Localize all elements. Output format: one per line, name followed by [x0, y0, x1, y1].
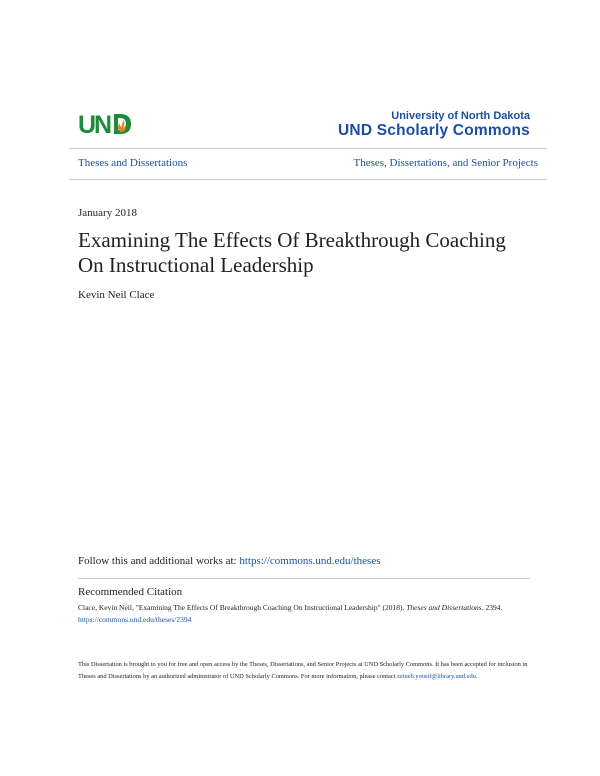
author-name[interactable]: Kevin Neil Clace: [78, 289, 155, 301]
recommended-citation-heading: Recommended Citation: [78, 586, 183, 598]
document-title: [78, 228, 548, 278]
citation-body: Clace, Kevin Neil, "Examining The Effects Of Breakthrough Coaching On Instructional Leadership" (2018).: [78, 603, 407, 612]
nav-link-senior-projects[interactable]: Theses, Dissertations, and Senior Projects: [353, 157, 538, 169]
citation-series: Theses and Dissertations: [406, 603, 482, 612]
citation-rule: [78, 578, 530, 579]
citation-suffix: . 2394.: [481, 603, 503, 612]
title-line-2: On Instructional Leadership: [78, 253, 314, 277]
contact-email-link[interactable]: zeineb.yousif@library.und.edu: [397, 673, 476, 681]
nav-link-theses-dissertations[interactable]: Theses and Dissertations: [78, 157, 188, 169]
header-rule-top: [69, 148, 547, 149]
und-logo: [78, 111, 132, 137]
follow-prefix: Follow this and additional works at:: [78, 555, 240, 567]
university-name[interactable]: University of North Dakota: [391, 110, 530, 122]
notice-end: .: [475, 673, 478, 681]
access-notice: [78, 659, 528, 683]
title-line-1: Examining The Effects Of Breakthrough Coaching: [78, 228, 506, 252]
citation-link[interactable]: https://commons.und.edu/theses/2394: [78, 615, 192, 624]
publication-date: January 2018: [78, 207, 137, 219]
citation-text: [78, 602, 528, 626]
repository-name[interactable]: UND Scholarly Commons: [338, 122, 530, 139]
header-rule-bottom: [69, 179, 547, 180]
svg-text:UN: UN: [78, 111, 111, 137]
follow-link[interactable]: https://commons.und.edu/theses: [239, 555, 381, 567]
notice-text: This Dissertation is brought to you for free and open access by the Theses, Dissertations, and Senior Projects at UND Scholarly Commons. It has been accepted for inclusion in Theses and Dissertations by an authorized administrator of UND Scholarly Commons. For more information, please contact: [78, 661, 528, 681]
follow-line: [78, 555, 381, 567]
